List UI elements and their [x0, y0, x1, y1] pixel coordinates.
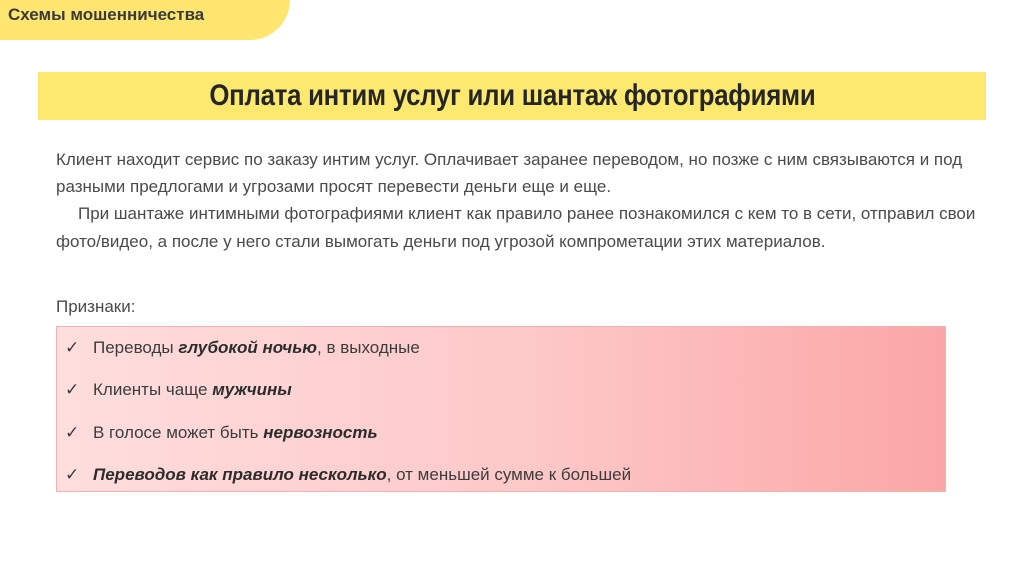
sign-text: Клиенты чаще: [93, 380, 213, 399]
checkmark-icon: ✓: [65, 338, 80, 357]
checkmark-icon: ✓: [65, 423, 80, 442]
sign-text: Переводы: [93, 338, 179, 357]
sign-highlight: Переводов как правило несколько: [93, 465, 387, 484]
sign-text: В голосе может быть: [93, 423, 264, 442]
paragraph-service: Клиент находит сервис по заказу интим услуг. Оплачивает заранее переводом, но позже с ним связываются и под разными предлогами и угрозами просят перевести деньги еще и еще.: [56, 150, 963, 197]
description: [56, 146, 976, 255]
sign-text-after: , от меньшей сумме к большей: [386, 465, 632, 484]
checkmark-icon: ✓: [65, 465, 80, 484]
sign-highlight: глубокой ночью: [178, 338, 317, 357]
signs-label: Признаки:: [56, 297, 136, 316]
section-label: Схемы мошенничества: [8, 5, 205, 24]
paragraph-blackmail: При шантаже интимными фотографиями клиент как правило ранее познакомился с кем то в сети, отправил свои фото/видео, а после у него стали вымогать деньги под угрозой компрометации этих материалов.: [56, 204, 976, 251]
title-bar: [38, 72, 986, 120]
sign-highlight: мужчины: [212, 380, 292, 399]
sign-item: [65, 465, 631, 485]
checkmark-icon: ✓: [65, 380, 80, 399]
sign-item: [65, 380, 292, 400]
sign-item: [65, 338, 420, 358]
sign-text-after: , в выходные: [317, 338, 420, 357]
sign-item: [65, 423, 378, 443]
signs-box: [56, 326, 946, 492]
section-tab: [0, 0, 290, 40]
sign-highlight: нервозность: [263, 423, 378, 442]
slide-title: Оплата интим услуг или шантаж фотографиями: [208, 79, 816, 112]
